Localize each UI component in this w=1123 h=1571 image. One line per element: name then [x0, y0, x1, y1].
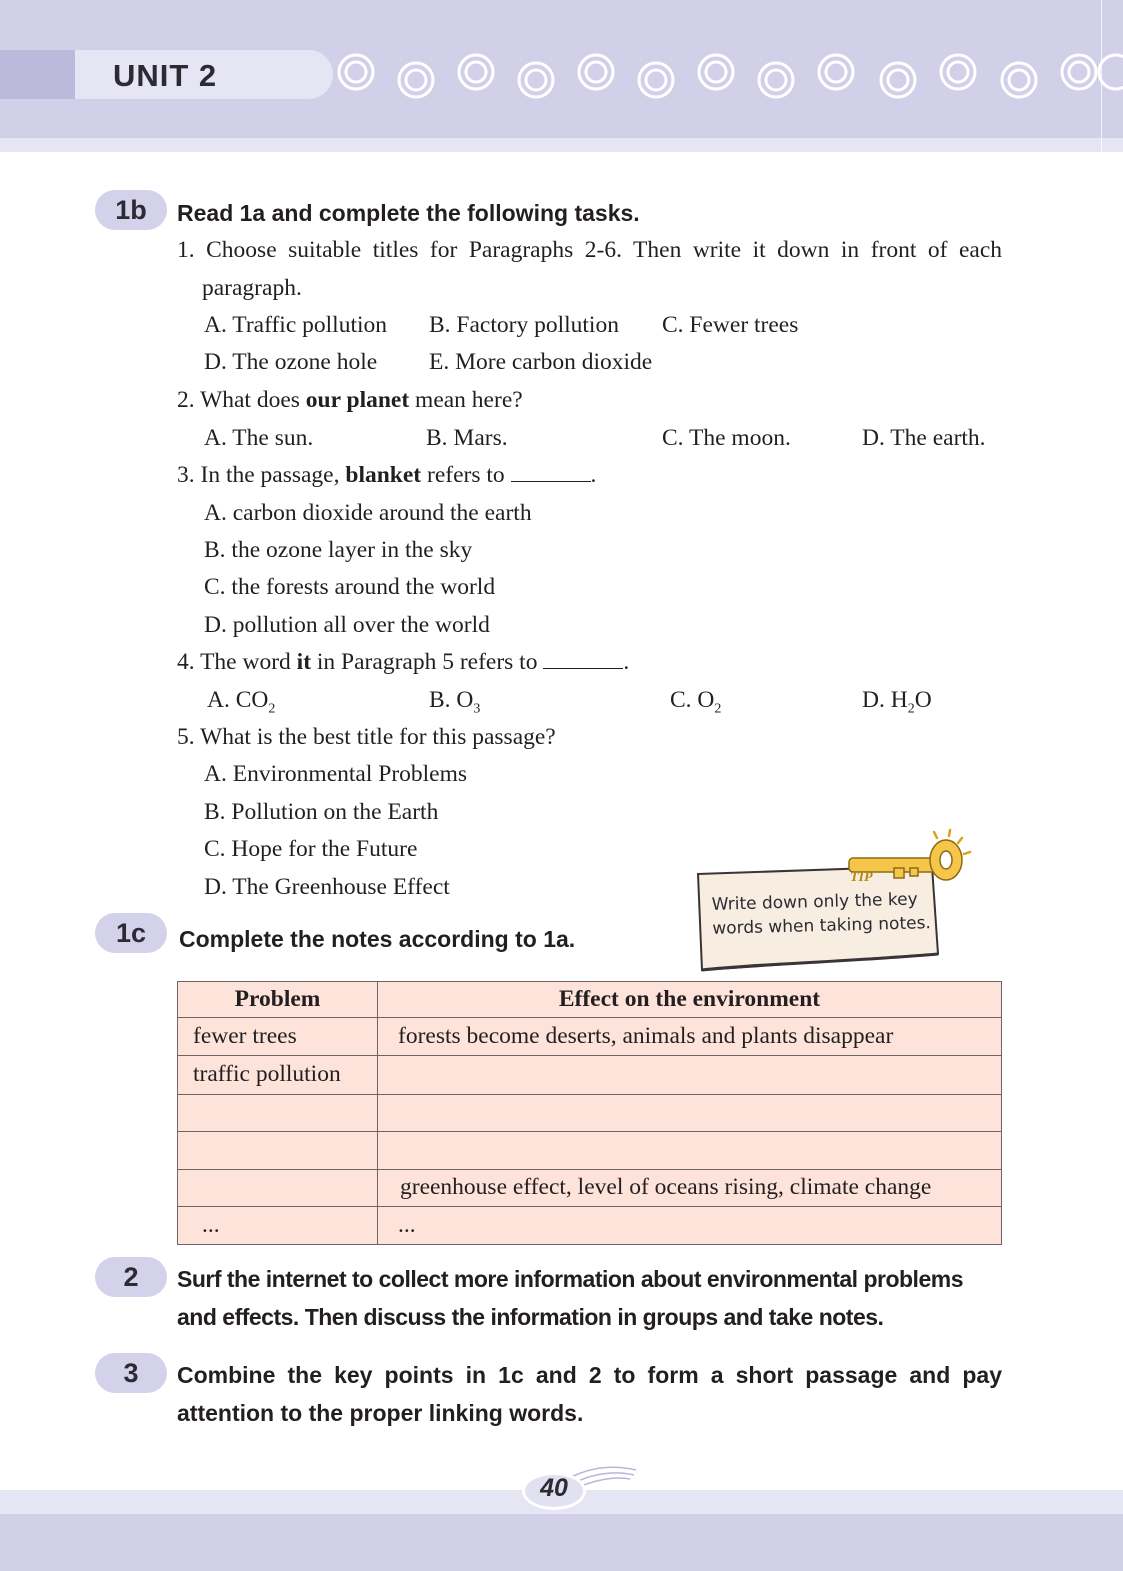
notes-table — [177, 981, 1002, 1245]
q2-keyword: our planet — [305, 387, 410, 413]
exercise-badge-2: 2 — [95, 1257, 167, 1297]
table-row — [178, 1094, 1002, 1132]
q4-option-b-sub: 3 — [473, 701, 481, 717]
q3-text — [177, 461, 596, 489]
q1-text-line2: paragraph. — [202, 275, 302, 301]
q3-prefix: 3. In the passage, — [177, 462, 346, 488]
tip-text — [711, 887, 931, 941]
q3-option-b: B. the ozone layer in the sky — [204, 537, 473, 563]
q2-option-d: D. The earth. — [862, 425, 986, 451]
q4-option-a-sub: 2 — [268, 701, 276, 717]
q4-option-d-sub: 2 — [907, 701, 915, 717]
q1-text-line1: 1. Choose suitable titles for Paragraphs 2-6. Then write it down in front of each — [177, 237, 1002, 263]
tip-label: TIP — [850, 870, 873, 885]
table-cell-effect-blank[interactable] — [378, 1094, 1002, 1132]
q5-text: 5. What is the best title for this passage? — [177, 724, 556, 750]
table-cell-problem: traffic pollution — [178, 1055, 378, 1094]
table-header-row — [178, 982, 1002, 1018]
q4-prefix: 4. The word — [177, 649, 297, 675]
q3-suffix: refers to — [421, 462, 505, 488]
q4-option-a — [207, 686, 275, 724]
q4-option-d — [862, 686, 932, 724]
decorative-rings — [336, 52, 1123, 102]
q5-option-d: D. The Greenhouse Effect — [204, 874, 450, 900]
q4-option-d-text: D. H — [862, 687, 908, 713]
q4-suffix: in Paragraph 5 refers to — [311, 649, 538, 675]
exercise-2-line-2: and effects. Then discuss the information in groups and take notes. — [177, 1304, 884, 1330]
unit-title: UNIT 2 — [113, 58, 218, 93]
table-cell-problem: ... — [178, 1207, 378, 1245]
q4-keyword: it — [296, 649, 312, 675]
unit-tab-accent — [0, 50, 80, 99]
q4-end: . — [623, 649, 630, 675]
exercise-3-line-2: attention to the proper linking words. — [177, 1400, 584, 1426]
header-strip — [0, 138, 1123, 152]
q3-end: . — [590, 462, 597, 488]
header-divider — [1101, 0, 1102, 152]
q2-suffix: mean here? — [409, 387, 523, 413]
table-cell-effect: forests become deserts, animals and plants disappear — [378, 1018, 1002, 1056]
q4-option-c-text: C. O — [670, 687, 715, 713]
q3-option-a: A. carbon dioxide around the earth — [204, 500, 532, 526]
table-row — [178, 1018, 1002, 1056]
q4-option-c — [670, 686, 721, 724]
q5-option-c: C. Hope for the Future — [204, 836, 418, 862]
table-cell-effect: greenhouse effect, level of oceans rising, climate change — [378, 1169, 1002, 1207]
q4-option-b-text: B. O — [429, 687, 474, 713]
q3-option-c: C. the forests around the world — [204, 574, 496, 600]
q1-option-e: E. More carbon dioxide — [429, 349, 653, 375]
exercise-1b-heading: Read 1a and complete the following tasks. — [177, 200, 640, 226]
q3-keyword: blanket — [345, 462, 422, 488]
q5-option-b: B. Pollution on the Earth — [204, 799, 439, 825]
table-cell-problem-blank[interactable] — [178, 1132, 378, 1170]
table-row — [178, 1169, 1002, 1207]
q3-answer-blank[interactable] — [511, 462, 591, 482]
footer-band — [0, 1514, 1123, 1571]
table-cell-problem-blank[interactable] — [178, 1169, 378, 1207]
q4-answer-blank[interactable] — [543, 649, 623, 669]
q4-option-d-post: O — [914, 687, 932, 713]
table-row — [178, 1055, 1002, 1094]
exercise-3-text — [177, 1356, 1002, 1432]
q2-option-a: A. The sun. — [204, 425, 314, 451]
exercise-2-text — [177, 1260, 1002, 1336]
q2-option-b: B. Mars. — [426, 425, 508, 451]
q2-text — [177, 386, 523, 414]
table-row — [178, 1207, 1002, 1245]
q1-option-d: D. The ozone hole — [204, 349, 378, 375]
q4-option-b — [429, 686, 480, 724]
tip-line-2: words when taking notes. — [712, 913, 932, 939]
q2-option-c: C. The moon. — [662, 425, 791, 451]
table-header-effect: Effect on the environment — [378, 982, 1002, 1018]
exercise-3-line-1: Combine the key points in 1c and 2 to form a short passage and pay — [177, 1362, 1002, 1388]
table-cell-effect-blank[interactable] — [378, 1132, 1002, 1170]
table-header-problem: Problem — [178, 982, 378, 1018]
q4-option-a-text: A. CO — [207, 687, 269, 713]
exercise-badge-1c: 1c — [95, 913, 167, 953]
q4-text — [177, 648, 629, 676]
q5-option-a: A. Environmental Problems — [204, 761, 468, 787]
table-cell-problem: fewer trees — [178, 1018, 378, 1056]
q1-option-c: C. Fewer trees — [662, 312, 799, 338]
tip-line-1: Write down only the key — [711, 889, 918, 915]
q1-option-b: B. Factory pollution — [429, 312, 619, 338]
exercise-2-line-1: Surf the internet to collect more information about environmental problems — [177, 1266, 963, 1292]
table-row — [178, 1132, 1002, 1170]
exercise-badge-3: 3 — [95, 1353, 167, 1393]
table-cell-effect: ... — [378, 1207, 1002, 1245]
exercise-1c-heading: Complete the notes according to 1a. — [179, 926, 576, 952]
page-number: 40 — [540, 1474, 568, 1502]
table-cell-effect-blank[interactable] — [378, 1055, 1002, 1094]
exercise-badge-1b: 1b — [95, 190, 167, 230]
q3-option-d: D. pollution all over the world — [204, 612, 490, 638]
q1-option-a: A. Traffic pollution — [204, 312, 388, 338]
q4-option-c-sub: 2 — [714, 701, 722, 717]
table-cell-problem-blank[interactable] — [178, 1094, 378, 1132]
q2-prefix: 2. What does — [177, 387, 306, 413]
